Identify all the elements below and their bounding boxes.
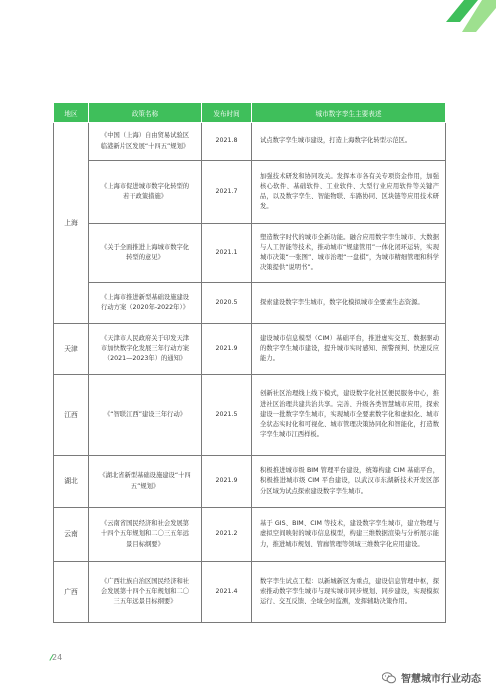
policy-name-cell: 《天津市人民政府关于印发天津市加快数字化发展三年行动方案（2021—2023年）的通知》	[89, 324, 202, 375]
policy-table	[53, 102, 446, 623]
policy-name-cell: 《湖北省新型基础设施建设“十四五”规划》	[89, 456, 202, 508]
date-cell: 2021.9	[202, 324, 252, 375]
header-region: 地区	[54, 103, 89, 123]
description-cell: 塑造数字时代的城市全新功能。融合应用数字孪生城市、大数据与人工智能等技术，推动城市“规建管用”一体化闭环运转，实现城市决策“一张图”、城市治理“一盘棋”，为城市精细管理和科学决策提供“说明书”。	[252, 224, 446, 283]
policy-name-cell: 《云南省国民经济和社会发展第十四个五年规划和二〇三五年远景目标纲要》	[89, 508, 202, 562]
table-row	[54, 324, 446, 375]
date-cell: 2021.5	[202, 375, 252, 456]
policy-name-cell: 《关于全面推进上海城市数字化转型的意见》	[89, 224, 202, 283]
date-cell: 2021.9	[202, 456, 252, 508]
region-cell: 江西	[54, 375, 89, 456]
date-cell: 2021.7	[202, 161, 252, 224]
wechat-watermark	[382, 670, 481, 685]
table-row	[54, 224, 446, 283]
table-header-row	[54, 103, 446, 123]
table-row	[54, 508, 446, 562]
region-cell: 广西	[54, 562, 89, 623]
description-cell: 试点数字孪生城市建设，打造上海数字化转型示范区。	[252, 123, 446, 161]
corner-decoration	[436, 0, 496, 40]
date-cell: 2021.2	[202, 508, 252, 562]
table-row	[54, 375, 446, 456]
date-cell: 2021.8	[202, 123, 252, 161]
policy-name-cell: 《上海市推进新型基础设施建设行动方案（2020年-2022年）》	[89, 283, 202, 324]
policy-name-cell: 《广西壮族自治区国民经济和社会发展第十四个五年规划和二〇三五年远景目标纲要》	[89, 562, 202, 623]
region-cell: 云南	[54, 508, 89, 562]
page-number: 24	[52, 653, 63, 662]
table-row	[54, 456, 446, 508]
policy-name-cell: 《上海市促进城市数字化转型的若干政策措施》	[89, 161, 202, 224]
description-cell: 积极推进城市级 BIM 管理平台建设，统筹构建 CIM 基础平台，积极推进城市级 CIM 平台建设，以武汉市东湖新技术开发区部分区域为试点探索建设数字孪生城市。	[252, 456, 446, 508]
wechat-icon	[382, 672, 396, 684]
table-row	[54, 283, 446, 324]
header-description: 城市数字孪生主要表述	[252, 103, 446, 123]
header-date: 发布时间	[202, 103, 252, 123]
date-cell: 2021.4	[202, 562, 252, 623]
table-row	[54, 562, 446, 623]
wechat-account-name: 智慧城市行业动态	[401, 674, 481, 685]
policy-table-container	[53, 102, 445, 623]
region-cell: 湖北	[54, 456, 89, 508]
description-cell: 建设城市信息模型（CIM）基础平台，推进虚实交互、数据驱动的数字孪生城市建设，提升城市实时感知、预警预判、快速反应能力。	[252, 324, 446, 375]
description-cell: 加强技术研发和协同攻关。发挥本市各有关专项资金作用，加强核心软件、基础软件、工业软件、大型行业应用软件等关键产品，以及数字孪生、智能物联、车路协同、区块链等应用技术研发。	[252, 161, 446, 224]
description-cell: 数字孪生试点工程：以新城新区为重点，建设信息管理中枢，探索推动数字孪生城市与现实城市同步规划、同步建设，实现模拟运行、交互反馈、全域全时监测，发挥辅助决策作用。	[252, 562, 446, 623]
region-cell: 天津	[54, 324, 89, 375]
date-cell: 2020.5	[202, 283, 252, 324]
description-cell: 基于 GIS、BIM、CIM 等技术，建设数字孪生城市，建立物理与虚拟空间映射的城市信息模型，构建三维数据渲染与分析展示能力，推进城市规划、管廊管理等领域三维数字化应用建设。	[252, 508, 446, 562]
date-cell: 2021.1	[202, 224, 252, 283]
table-row	[54, 123, 446, 161]
table-row	[54, 161, 446, 224]
region-cell: 上海	[54, 123, 89, 324]
description-cell: 创新社区治理线上线下模式，建设数字化社区便民服务中心，推进社区治理共建共治共享。完善、升级各类智慧城市应用，探索建设一批数字孪生城市，实现城市全要素数字化和虚拟化、城市全状态实时化和可视化、城市管理决策协同化和智能化，打造数字孪生城市江西样板。	[252, 375, 446, 456]
header-policy-name: 政策名称	[89, 103, 202, 123]
description-cell: 探索建设数字孪生城市，数字化模拟城市全要素生态资源。	[252, 283, 446, 324]
policy-name-cell: 《“智联江西”建设三年行动》	[89, 375, 202, 456]
policy-name-cell: 《中国（上海）自由贸易试验区临港新片区发展“十四五”规划》	[89, 123, 202, 161]
